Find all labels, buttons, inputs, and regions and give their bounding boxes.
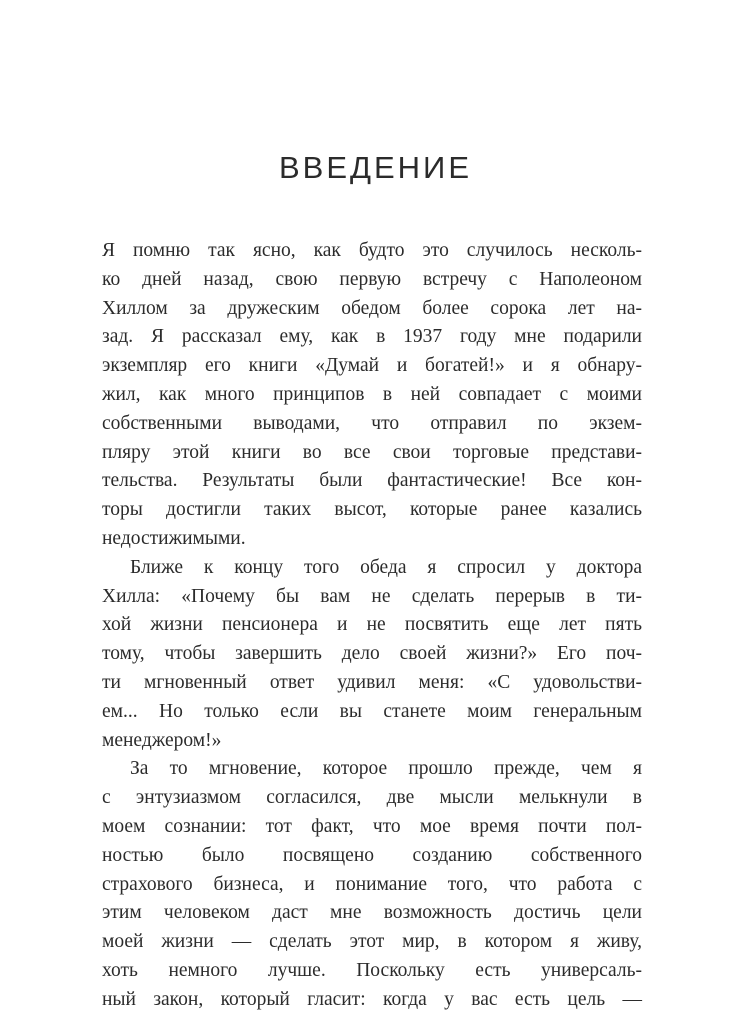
text-line: ный закон, который гласит: когда у вас есть цель — (102, 988, 642, 1010)
text-line: экземпляр его книги «Думай и богатей!» и я обнару- (102, 355, 642, 377)
text-line: Хилла: «Почему бы вам не сделать перерыв в ти- (102, 585, 642, 607)
text-line: За то мгновение, которое прошло прежде, чем я (130, 758, 642, 780)
text-line: торы достигли таких высот, которые ранее казались (102, 499, 642, 521)
text-line: ко дней назад, свою первую встречу с Наполеоном (102, 268, 642, 290)
text-line: ти мгновенный ответ удивил меня: «С удовольстви- (102, 671, 642, 693)
text-line: тому, чтобы завершить дело своей жизни?» Его поч- (102, 643, 642, 665)
chapter-title: ВВЕДЕНИЕ (278, 150, 473, 185)
text-line: страхового бизнеса, и понимание того, что работа с (102, 873, 642, 895)
text-line: ем... Но только если вы станете моим генеральным (102, 700, 642, 722)
text-line: Ближе к концу того обеда я спросил у доктора (130, 556, 642, 578)
text-line: пляру этой книги во все свои торговые представи- (102, 441, 642, 463)
text-line: хоть немного лучше. Поскольку есть универсаль- (102, 959, 642, 981)
text-line: зад. Я рассказал ему, как в 1937 году мне подарили (102, 326, 642, 348)
text-line: хой жизни пенсионера и не посвятить еще лет пять (102, 614, 642, 636)
text-line: Я помню так ясно, как будто это случилось несколь- (102, 240, 642, 261)
text-line: ностью было посвящено созданию собственного (102, 844, 642, 866)
text-line: менеджером!» (102, 729, 222, 751)
body-text (102, 237, 642, 1015)
text-line: Хиллом за дружеским обедом более сорока лет на- (102, 297, 642, 319)
text-line: этим человеком даст мне возможность достичь цели (102, 902, 642, 924)
text-line: собственными выводами, что отправил по экзем- (102, 412, 642, 434)
text-line: тельства. Результаты были фантастические! Все кон- (102, 470, 642, 492)
text-line: моем сознании: тот факт, что мое время почти пол- (102, 815, 642, 837)
text-line: с энтузиазмом согласился, две мысли мелькнули в (102, 787, 642, 809)
text-line: недостижимыми. (102, 527, 246, 549)
text-line: моей жизни — сделать этот мир, в котором я живу, (102, 931, 642, 953)
text-line: жил, как много принципов в ней совпадает с моими (102, 383, 642, 405)
